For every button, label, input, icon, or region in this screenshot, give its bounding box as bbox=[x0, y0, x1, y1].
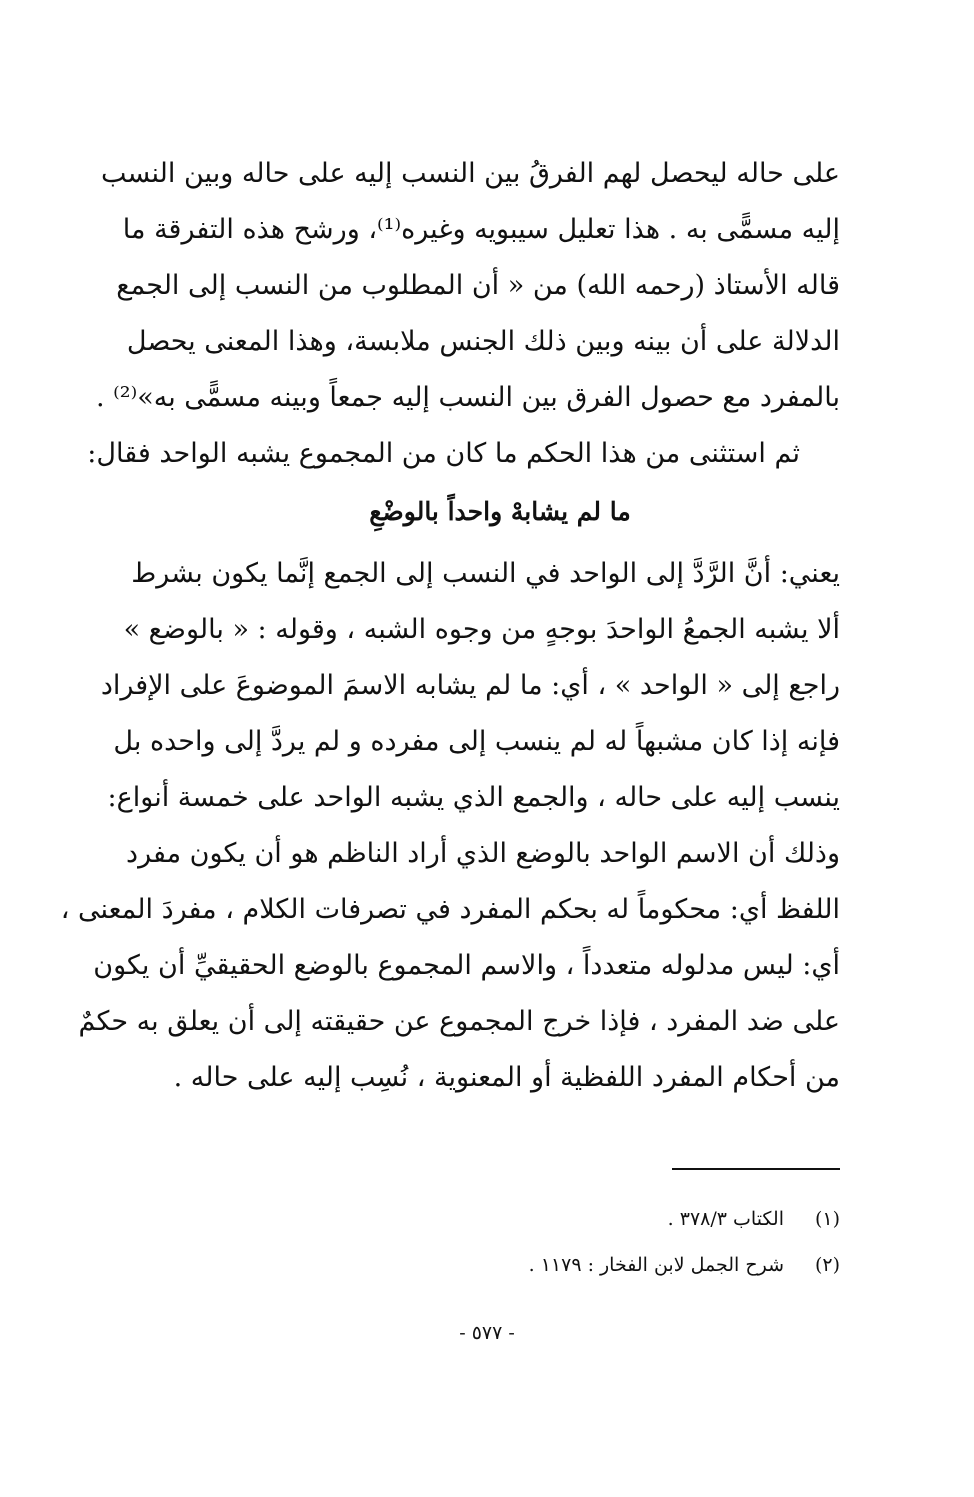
footnote-divider bbox=[672, 1168, 840, 1170]
footnote-number: (١) bbox=[814, 1208, 840, 1230]
text-line: قاله الأستاذ (رحمه الله) من « أن المطلوب من النسب إلى الجمع bbox=[116, 270, 840, 301]
text-line: فإنه إذا كان مشبهاً له لم ينسب إلى مفرده و لم يردَّ إلى واحده بل bbox=[113, 726, 840, 757]
verse-line: ما لم يشابهْ واحداً بالوضْعِ bbox=[369, 497, 631, 526]
text-line: ثم استثنى من هذا الحكم ما كان من المجموع يشبه الواحد فقال: bbox=[87, 438, 800, 469]
text-line: على حاله ليحصل لهم الفرقُ بين النسب إليه على حاله وبين النسب bbox=[100, 158, 840, 189]
paragraph-sibawayh bbox=[95, 146, 840, 426]
text-line: بالمفرد مع حصول الفرق بين النسب إليه جمعاً وبينه مسمًّى به»⁽²⁾ . bbox=[95, 382, 840, 413]
paragraph-exception bbox=[87, 426, 840, 482]
text-line: اللفظ أي: محكوماً له بحكم المفرد في تصرفات الكلام ، مفردَ المعنى ، bbox=[60, 894, 840, 925]
text-line: ينسب إليه على حاله ، والجمع الذي يشبه الواحد على خمسة أنواع: bbox=[107, 782, 840, 813]
text-line: إليه مسمًّى به . هذا تعليل سيبويه وغيره⁽¹⁾، ورشح هذه التفرقة ما bbox=[122, 214, 840, 245]
footnote-text: شرح الجمل لابن الفخار : ١١٧٩ . bbox=[528, 1254, 784, 1276]
text-line: ألا يشبه الجمعُ الواحدَ بوجهٍ من وجوه الشبه ، وقوله : « بالوضع » bbox=[123, 614, 840, 645]
text-line: أي: ليس مدلوله متعدداً ، والاسم المجموع بالوضع الحقيقيِّ أن يكون bbox=[93, 950, 840, 981]
text-line: من أحكام المفرد اللفظية أو المعنوية ، نُسِب إليه على حاله . bbox=[173, 1062, 840, 1093]
footnote-number: (٢) bbox=[814, 1254, 840, 1276]
text-line: وذلك أن الاسم الواحد بالوضع الذي أراد الناظم هو أن يكون مفرد bbox=[126, 838, 840, 869]
text-line: على ضد المفرد ، فإذا خرج المجموع عن حقيقته إلى أن يعلق به حكمٌ bbox=[78, 1006, 840, 1037]
page-number: - ٥٧٧ - bbox=[459, 1322, 515, 1344]
text-line: يعني: أنَّ الرَّدَّ إلى الواحد في النسب إلى الجمع إنَّما يكون بشرط bbox=[131, 558, 840, 589]
text-line: راجع إلى « الواحد » ، أي: ما لم يشابه الاسمَ الموضوعَ على الإفراد bbox=[100, 670, 840, 701]
footnote-item bbox=[460, 1196, 840, 1242]
footnote-item bbox=[460, 1242, 840, 1288]
footnote-text: الكتاب ٣٧٨/٣ . bbox=[667, 1208, 784, 1230]
text-line: الدلالة على أن بينه وبين ذلك الجنس ملابسة، وهذا المعنى يحصل bbox=[126, 326, 840, 357]
paragraph-commentary bbox=[60, 546, 840, 1106]
footnotes bbox=[460, 1196, 840, 1288]
